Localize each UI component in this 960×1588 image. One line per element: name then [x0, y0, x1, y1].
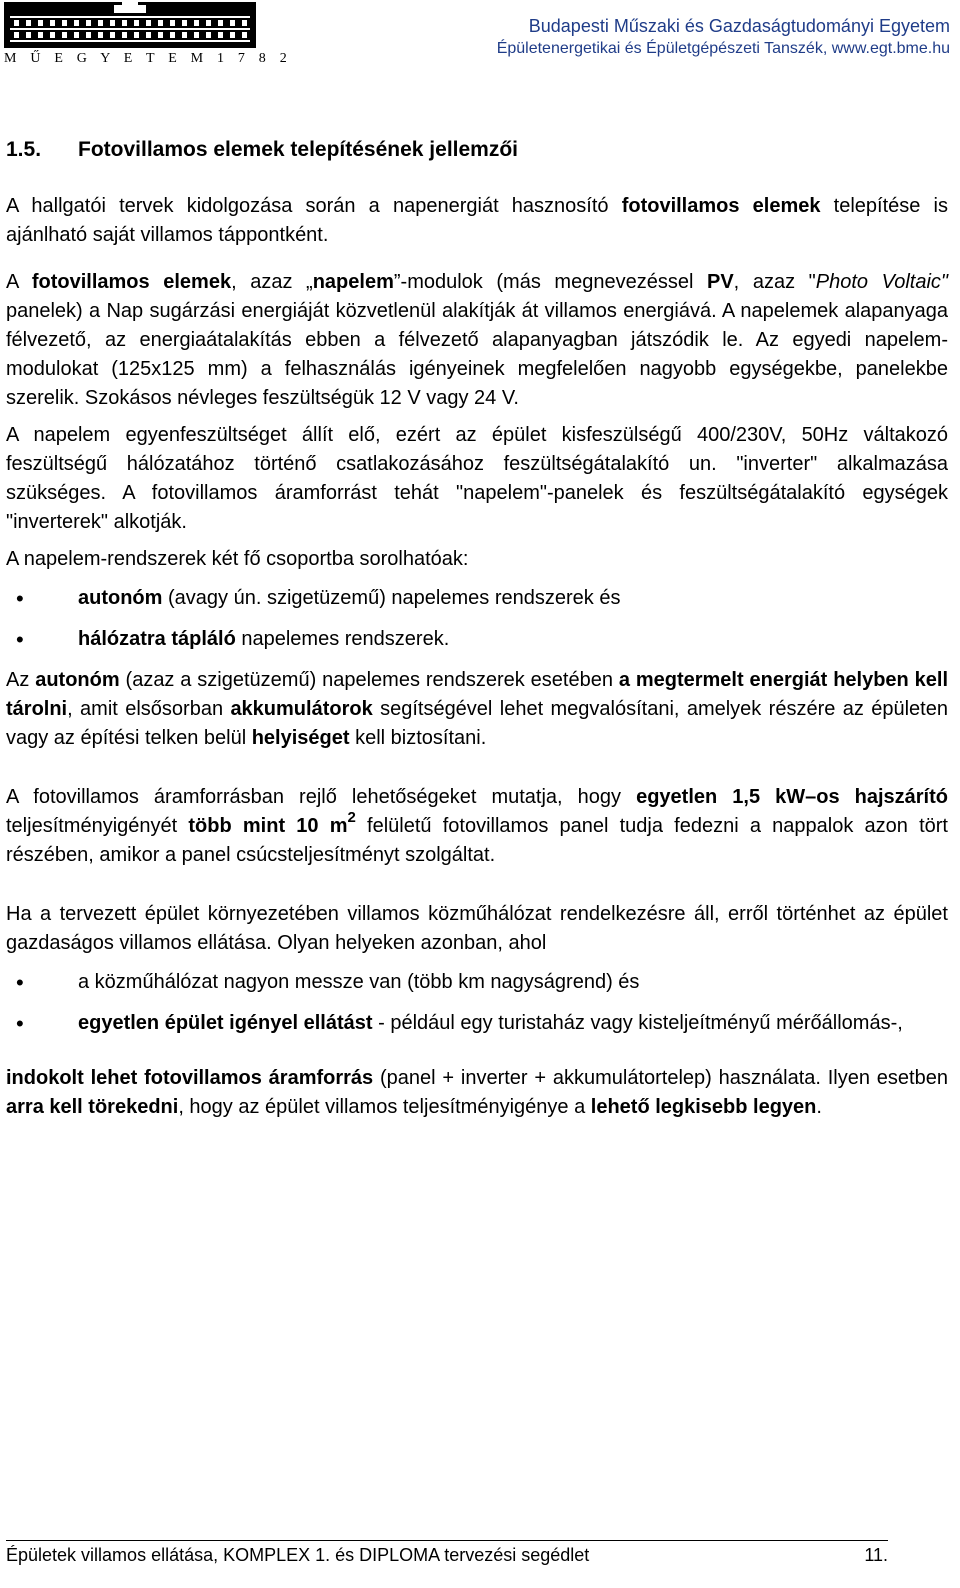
text-run-bold: a megtermelt energiát helyben kell tárolni	[6, 669, 948, 720]
text-run-italic: Photo Voltaic"	[815, 271, 949, 293]
text-run-bold: helyiséget	[251, 727, 350, 749]
text-run-bold: fotovillamos elemek	[31, 271, 232, 293]
text-run: telepítése is ajánlható saját villamos táppontként.	[6, 195, 948, 246]
footer-text: Épületek villamos ellátása, KOMPLEX 1. és DIPLOMA tervezési segédlet	[6, 1545, 590, 1565]
paragraph-4: A napelem-rendszerek két fő csoportba sorolhatóak:	[6, 548, 469, 570]
text-run-bold: PV	[706, 271, 734, 293]
page-header	[0, 0, 960, 80]
text-run: .	[816, 1096, 822, 1118]
text-run: felületű fotovillamos panel tudja fedezni a nappalok azon tört részében, amikor a panel csúcsteljesítményt szolgáltat.	[6, 815, 948, 866]
bullet-icon: •	[16, 1011, 24, 1036]
bullet-icon: •	[16, 586, 24, 611]
text-run: A	[6, 271, 32, 293]
list-item	[6, 625, 948, 654]
text-run: napelemes rendszerek.	[235, 628, 450, 650]
text-run-bold: arra kell törekedni	[6, 1096, 179, 1118]
system-types-list	[6, 584, 948, 654]
text-run-bold: indokolt lehet fotovillamos áramforrás	[6, 1067, 374, 1089]
page-footer	[6, 1540, 888, 1567]
paragraph-2	[6, 268, 948, 413]
text-run: A fotovillamos áramforrásban rejlő lehetőségeket mutatja, hogy	[6, 786, 637, 808]
text-run: A hallgatói tervek kidolgozása során a napenergiát hasznosító	[6, 195, 622, 217]
paragraph-5	[6, 666, 948, 753]
text-run-bold: hálózatra tápláló	[78, 628, 236, 650]
text-run-bold: fotovillamos elemek	[621, 195, 821, 217]
text-run: segítségével lehet megvalósítani, amelyek részére az épületen vagy az építési telken belül	[6, 698, 948, 749]
spacer	[6, 258, 948, 268]
text-run-bold: egyetlen épület igényel ellátást	[78, 1012, 373, 1034]
text-run-bold: több mint 10 m	[188, 815, 348, 837]
text-run: panelek) a Nap sugárzási energiáját közvetlenül alakítják át villamos energiává. A napelemek alapanyaga félvezető, az energiaátalakítás ebben a félvezető alapanyagban játszódik le. Az egyedi napelem-modulokat (125x125 mm) a felhasználás igényeinek megfelelően nagyobb egységekbe, panelekbe szerelik. Szokásos névleges feszültségük 12 V vagy 24 V.	[6, 300, 948, 409]
text-run: Az	[6, 669, 36, 691]
institution-block	[497, 14, 950, 60]
institution-name: Budapesti Műszaki és Gazdaságtudományi Egyetem	[528, 16, 950, 36]
text-run: (panel + inverter + akkumulátortelep) használata. Ilyen esetben	[373, 1067, 948, 1089]
logo-caption: M Ű E G Y E T E M 1 7 8 2	[4, 51, 292, 66]
text-run: a közműhálózat nagyon messze van (több km nagyságrend) és	[78, 971, 640, 993]
paragraph-1	[6, 192, 948, 250]
text-run: teljesítményigényét	[6, 815, 189, 837]
page-number: 11.	[864, 1545, 888, 1565]
superscript: 2	[347, 809, 356, 826]
section-heading	[6, 136, 948, 164]
spacer	[6, 761, 948, 783]
text-run-bold: napelem	[312, 271, 394, 293]
text-run: , azaz „	[231, 271, 313, 293]
section-title: Fotovillamos elemek telepítésének jellemzői	[78, 138, 519, 161]
conditions-list	[6, 968, 948, 1038]
paragraph-6	[6, 783, 948, 870]
text-run: , hogy az épület villamos teljesítményigénye a	[178, 1096, 591, 1118]
text-run-bold: autonóm	[78, 587, 163, 609]
spacer	[6, 878, 948, 900]
text-run: kell biztosítani.	[349, 727, 487, 749]
section-number: 1.5.	[6, 138, 42, 161]
text-run: , azaz "	[733, 271, 816, 293]
building-logo-icon	[4, 2, 256, 50]
list-item	[6, 584, 948, 613]
text-run-bold: lehető legkisebb legyen	[590, 1096, 817, 1118]
text-run-bold: egyetlen 1,5 kW–os hajszárító	[636, 786, 948, 808]
text-run-bold: akkumulátorok	[230, 698, 373, 720]
document-body	[6, 136, 948, 1130]
university-logo	[4, 2, 292, 70]
bullet-icon: •	[16, 970, 24, 995]
paragraph-7: Ha a tervezett épület környezetében villamos közműhálózat rendelkezésre áll, erről történhet az épület gazdaságos villamos ellátása. Olyan helyeken azonban, ahol	[6, 903, 948, 954]
text-run-bold: autonóm	[35, 669, 120, 691]
text-run: , amit elsősorban	[67, 698, 231, 720]
text-run: - például egy turistaház vagy kisteljeítményű mérőállomás-,	[372, 1012, 903, 1034]
spacer	[6, 1050, 948, 1064]
text-run: ”-modulok (más megnevezéssel	[393, 271, 707, 293]
paragraph-3: A napelem egyenfeszültséget állít elő, ezért az épület kisfeszülségű 400/230V, 50Hz váltakozó feszültségű hálózatához történő csatlakozásához feszültségátalakító un. "inverter" alkalmazása szükséges. A fotovillamos áramforrást tehát "napelem"-panelek és feszültségátalakító egységek "inverterek" alkotják.	[6, 424, 948, 533]
bullet-icon: •	[16, 627, 24, 652]
paragraph-8	[6, 1064, 948, 1122]
department-name: Épületenergetikai és Épületgépészeti Tanszék, www.egt.bme.hu	[496, 40, 950, 57]
text-run: (azaz a szigetüzemű) napelemes rendszerek esetében	[119, 669, 619, 691]
list-item	[6, 1009, 948, 1038]
list-item	[6, 968, 948, 997]
text-run: (avagy ún. szigetüzemű) napelemes rendszerek és	[162, 587, 621, 609]
